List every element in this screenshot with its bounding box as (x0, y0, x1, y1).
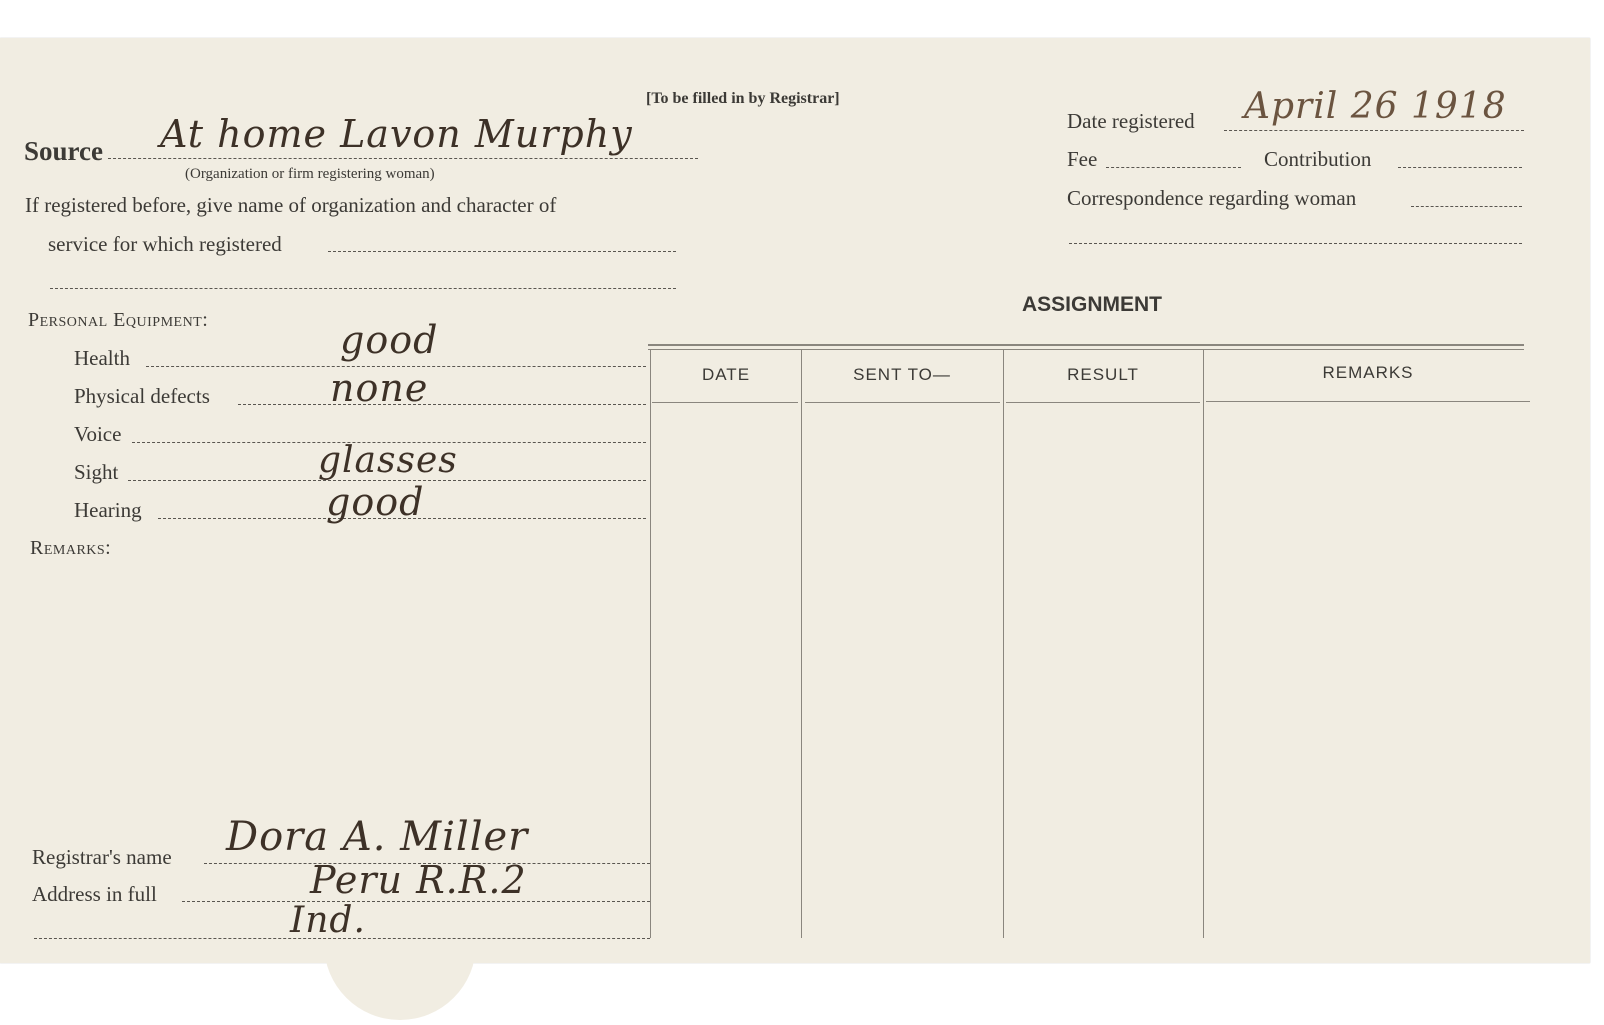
assignment-header-rule (805, 402, 1000, 403)
date-registered-value: April 26 1918 (1244, 86, 1507, 127)
source-label: Source (24, 136, 103, 166)
date-registered-line (1224, 130, 1524, 131)
assignment-top-rule-2 (648, 349, 1524, 350)
assignment-title: ASSIGNMENT (1022, 293, 1163, 316)
correspondence-line-2 (1069, 243, 1522, 244)
hearing-label: Hearing (74, 498, 142, 522)
assignment-col-divider (801, 350, 802, 938)
card-tab (324, 940, 476, 1020)
registered-before-line-2 (50, 288, 676, 289)
health-value: good (340, 318, 439, 362)
column-header-date: DATE (701, 365, 751, 384)
contribution-line (1398, 167, 1522, 168)
source-caption: (Organization or firm registering woman) (185, 166, 435, 182)
physical-defects-value: none (330, 366, 429, 410)
column-header-result: RESULT (1067, 365, 1139, 384)
sight-value: glasses (318, 440, 458, 481)
assignment-header-rule (652, 402, 798, 403)
physical-defects-label: Physical defects (74, 384, 210, 408)
assignment-col-divider (1203, 350, 1204, 938)
personal-equipment-label: Personal Equipment: (28, 309, 209, 331)
assignment-col-border-left (650, 350, 651, 938)
hearing-value: good (326, 480, 425, 524)
column-header-remarks: REMARKS (1322, 363, 1414, 382)
physical-defects-line (238, 404, 646, 405)
sight-label: Sight (74, 460, 119, 484)
registered-before-line (328, 251, 676, 252)
health-label: Health (74, 346, 130, 370)
assignment-top-rule (648, 344, 1524, 346)
correspondence-label: Correspondence regarding woman (1067, 186, 1357, 210)
source-value: At home Lavon Murphy (160, 112, 633, 156)
contribution-label: Contribution (1264, 147, 1372, 171)
column-header-sent-to: SENT TO— (853, 365, 951, 384)
assignment-header-rule (1006, 402, 1200, 403)
fee-line (1106, 167, 1241, 168)
assignment-header-rule (1206, 401, 1530, 402)
correspondence-line (1411, 206, 1522, 207)
fee-label: Fee (1067, 147, 1098, 171)
address-value: Peru R.R.2 (310, 858, 527, 902)
registrar-name-value: Dora A. Miller (226, 814, 529, 860)
remarks-label: Remarks: (30, 537, 112, 559)
voice-label: Voice (74, 422, 122, 446)
assignment-col-divider (1003, 350, 1004, 938)
date-registered-label: Date registered (1067, 109, 1195, 133)
registered-before-label-line2: service for which registered (48, 232, 282, 256)
address-label: Address in full (32, 882, 157, 906)
registrar-name-label: Registrar's name (32, 845, 172, 869)
address-value-line2: Ind. (290, 900, 366, 941)
registrar-instruction: [To be filled in by Registrar] (646, 90, 840, 107)
source-line (108, 158, 698, 159)
registered-before-label: If registered before, give name of organization and character of (25, 193, 557, 217)
